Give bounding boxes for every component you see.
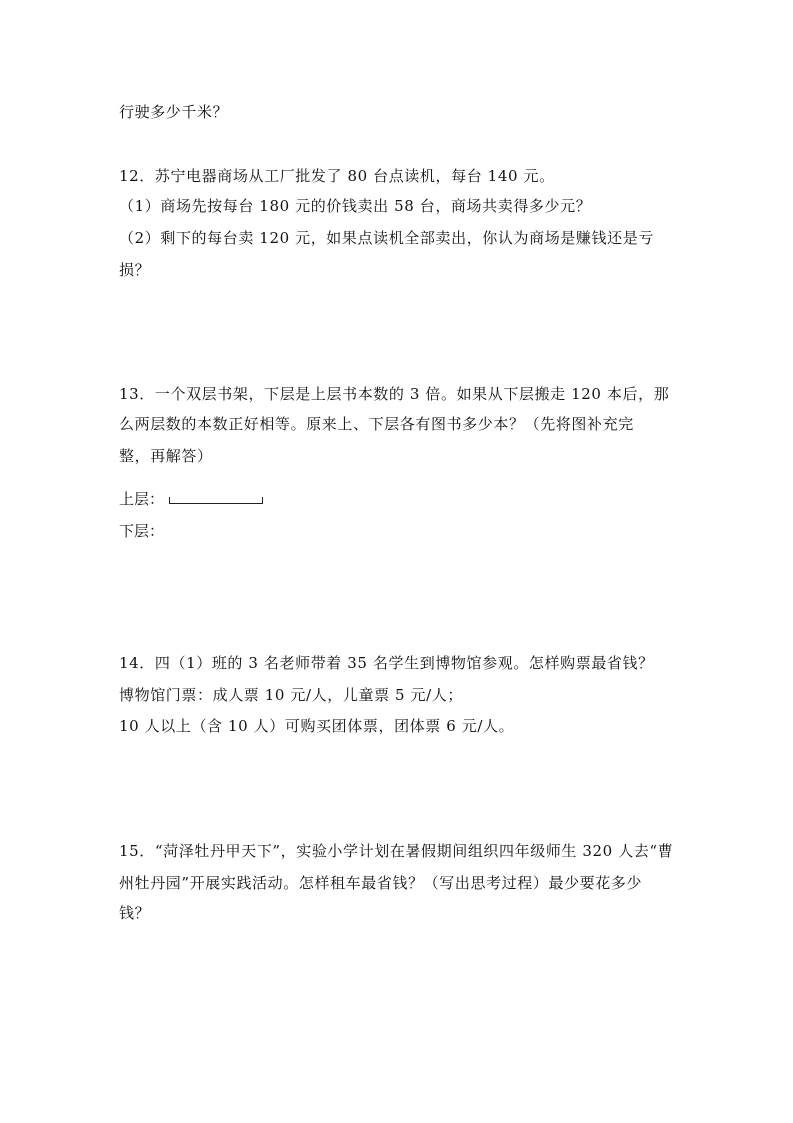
q14-line1: 14．四（1）班的 3 名老师带着 35 名学生到博物馆参观。怎样购票最省钱？ (119, 654, 654, 672)
q15-line1: 15．“菏泽牡丹甲天下”，实验小学计划在暑假期间组织四年级师生 320 人去“曹 (119, 842, 674, 860)
q13-line1: 13．一个双层书架，下层是上层书本数的 3 倍。如果从下层搬走 120 本后，那 (119, 385, 670, 403)
q12-stem: 12．苏宁电器商场从工厂批发了 80 台点读机，每台 140 元。 (119, 167, 555, 185)
lower-shelf-label: 下层： (119, 522, 165, 540)
q14-line2: 博物馆门票：成人票 10 元/人，儿童票 5 元/人； (119, 686, 464, 704)
q14-line3: 10 人以上（含 10 人）可购买团体票，团体票 6 元/人。 (119, 717, 515, 735)
q15-line3: 钱？ (119, 904, 151, 922)
upper-shelf-label: 上层： (119, 490, 165, 508)
q12-part2-line2: 损？ (119, 261, 151, 279)
q13-line2: 么两层数的本数正好相等。原来上、下层各有图书多少本？（先将图补充完 (119, 415, 634, 433)
q12-part1: （1）商场先按每台 180 元的价钱卖出 58 台，商场共卖得多少元？ (119, 197, 592, 215)
q13-line3: 整，再解答） (119, 447, 213, 465)
q12-part2-line1: （2）剩下的每台卖 120 元，如果点读机全部卖出，你认为商场是赚钱还是亏 (119, 229, 654, 247)
continuation-text: 行驶多少千米？ (119, 103, 229, 121)
q15-line2: 州牡丹园”开展实践活动。怎样租车最省钱？（写出思考过程）最少要花多少 (119, 874, 643, 892)
upper-shelf-segment-diagram (169, 497, 263, 504)
